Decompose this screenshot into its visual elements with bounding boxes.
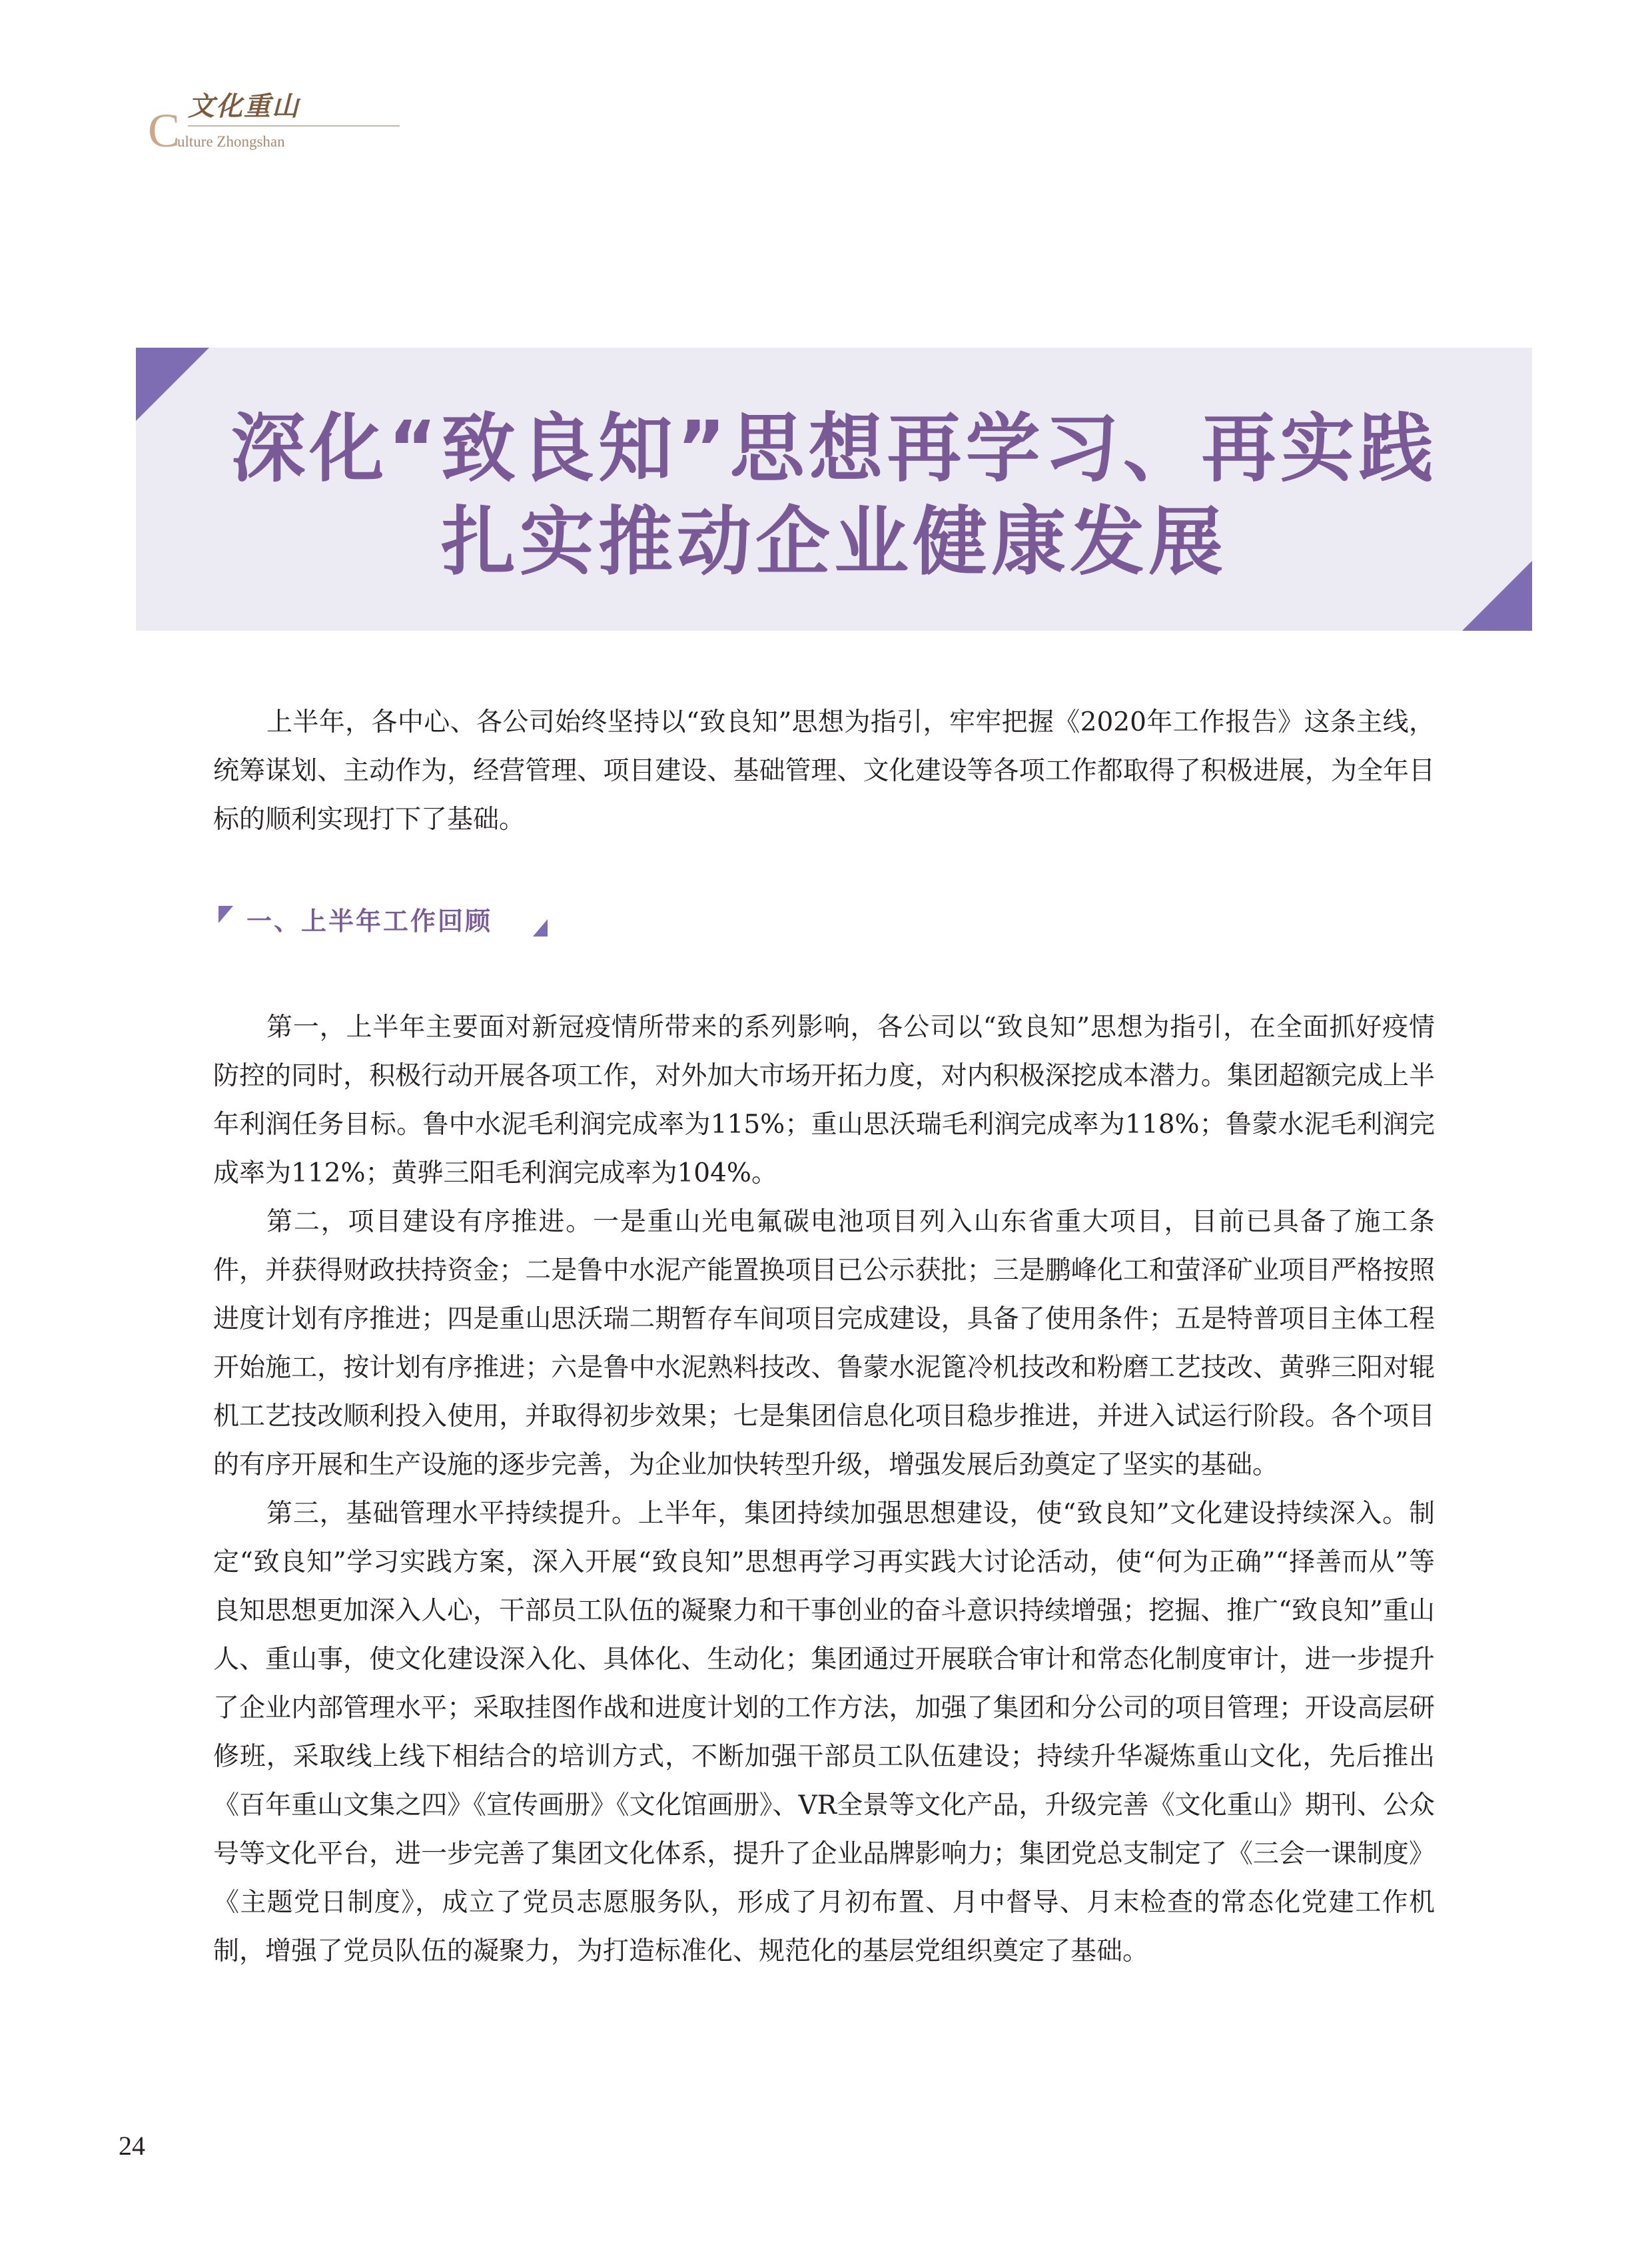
magazine-logo	[148, 85, 401, 159]
section-heading	[213, 899, 560, 939]
article-title-line-1: 深化“致良知”思想再学习、再实践	[230, 406, 1438, 492]
intro-paragraph: 上半年，各中心、各公司始终坚持以“致良知”思想为指引，牢牢把握《2020年工作报告》这条主线，统筹谋划、主动作为，经营管理、项目建设、基础管理、文化建设等各项工作都取得了积极进展，为全年目标的顺利实现打下了基础。	[213, 707, 1435, 835]
logo-initial: C	[148, 104, 181, 157]
corner-triangle-icon	[136, 348, 209, 421]
heading-left-triangle-icon	[218, 906, 233, 923]
body-paragraph: 第一，上半年主要面对新冠疫情所带来的系列影响，各公司以“致良知”思想为指引，在全面抓好疫情防控的同时，积极行动开展各项工作，对外加大市场开拓力度，对内积极深挖成本潜力。集团超额完成上半年利润任务目标。鲁中水泥毛利润完成率为115%；重山思沃瑞毛利润完成率为118%；鲁蒙水泥毛利润完成率为112%；黄骅三阳毛利润完成率为104%。	[213, 1012, 1435, 1188]
heading-right-triangle-icon	[533, 919, 548, 936]
body-paragraph: 第二，项目建设有序推进。一是重山光电氟碳电池项目列入山东省重大项目，目前已具备了施工条件，并获得财政扶持资金；二是鲁中水泥产能置换项目已公示获批；三是鹏峰化工和萤泽矿业项目严格按照进度计划有序推进；四是重山思沃瑞二期暂存车间项目完成建设，具备了使用条件；五是特普项目主体工程开始施工，按计划有序推进；六是鲁中水泥熟料技改、鲁蒙水泥篦冷机技改和粉磨工艺技改、黄骅三阳对辊机工艺技改顺利投入使用，并取得初步效果；七是集团信息化项目稳步推进，并进入试运行阶段。各个项目的有序开展和生产设施的逐步完善，为企业加快转型升级，增强发展后劲奠定了坚实的基础。	[213, 1207, 1435, 1480]
body-paragraph: 第三，基础管理水平持续提升。上半年，集团持续加强思想建设，使“致良知”文化建设持续深入。制定“致良知”学习实践方案，深入开展“致良知”思想再学习再实践大讨论活动，使“何为正确”“择善而从”等良知思想更加深入人心，干部员工队伍的凝聚力和干事创业的奋斗意识持续增强；挖掘、推广“致良知”重山人、重山事，使文化建设深入化、具体化、生动化；集团通过开展联合审计和常态化制度审计，进一步提升了企业内部管理水平；采取挂图作战和进度计划的工作方法，加强了集团和分公司的项目管理；开设高层研修班，采取线上线下相结合的培训方式，不断加强干部员工队伍建设；持续升华凝炼重山文化，先后推出《百年重山文集之四》《宣传画册》《文化馆画册》、VR全景等文化产品，升级完善《文化重山》期刊、公众号等文化平台，进一步完善了集团文化体系，提升了企业品牌影响力；集团党总支制定了《三会一课制度》《主题党日制度》，成立了党员志愿服务队，形成了月初布置、月中督导、月末检查的常态化党建工作机制，增强了党员队伍的凝聚力，为打造标准化、规范化的基层党组织奠定了基础。	[213, 1499, 1435, 1966]
logo-english-title: ulture Zhongshan	[177, 133, 285, 150]
page-number: 24	[119, 2131, 145, 2161]
intro-paragraph-block	[213, 698, 1435, 844]
section-heading-label: 一、上半年工作回顾	[246, 907, 493, 936]
corner-triangle-icon	[1462, 561, 1532, 631]
logo-chinese-title: 文化重山	[188, 91, 300, 122]
article-title-banner	[136, 348, 1532, 631]
article-title-line-2: 扎实推动企业健康发展	[441, 499, 1227, 585]
section-body	[213, 1003, 1435, 1976]
logo-divider	[188, 125, 400, 127]
